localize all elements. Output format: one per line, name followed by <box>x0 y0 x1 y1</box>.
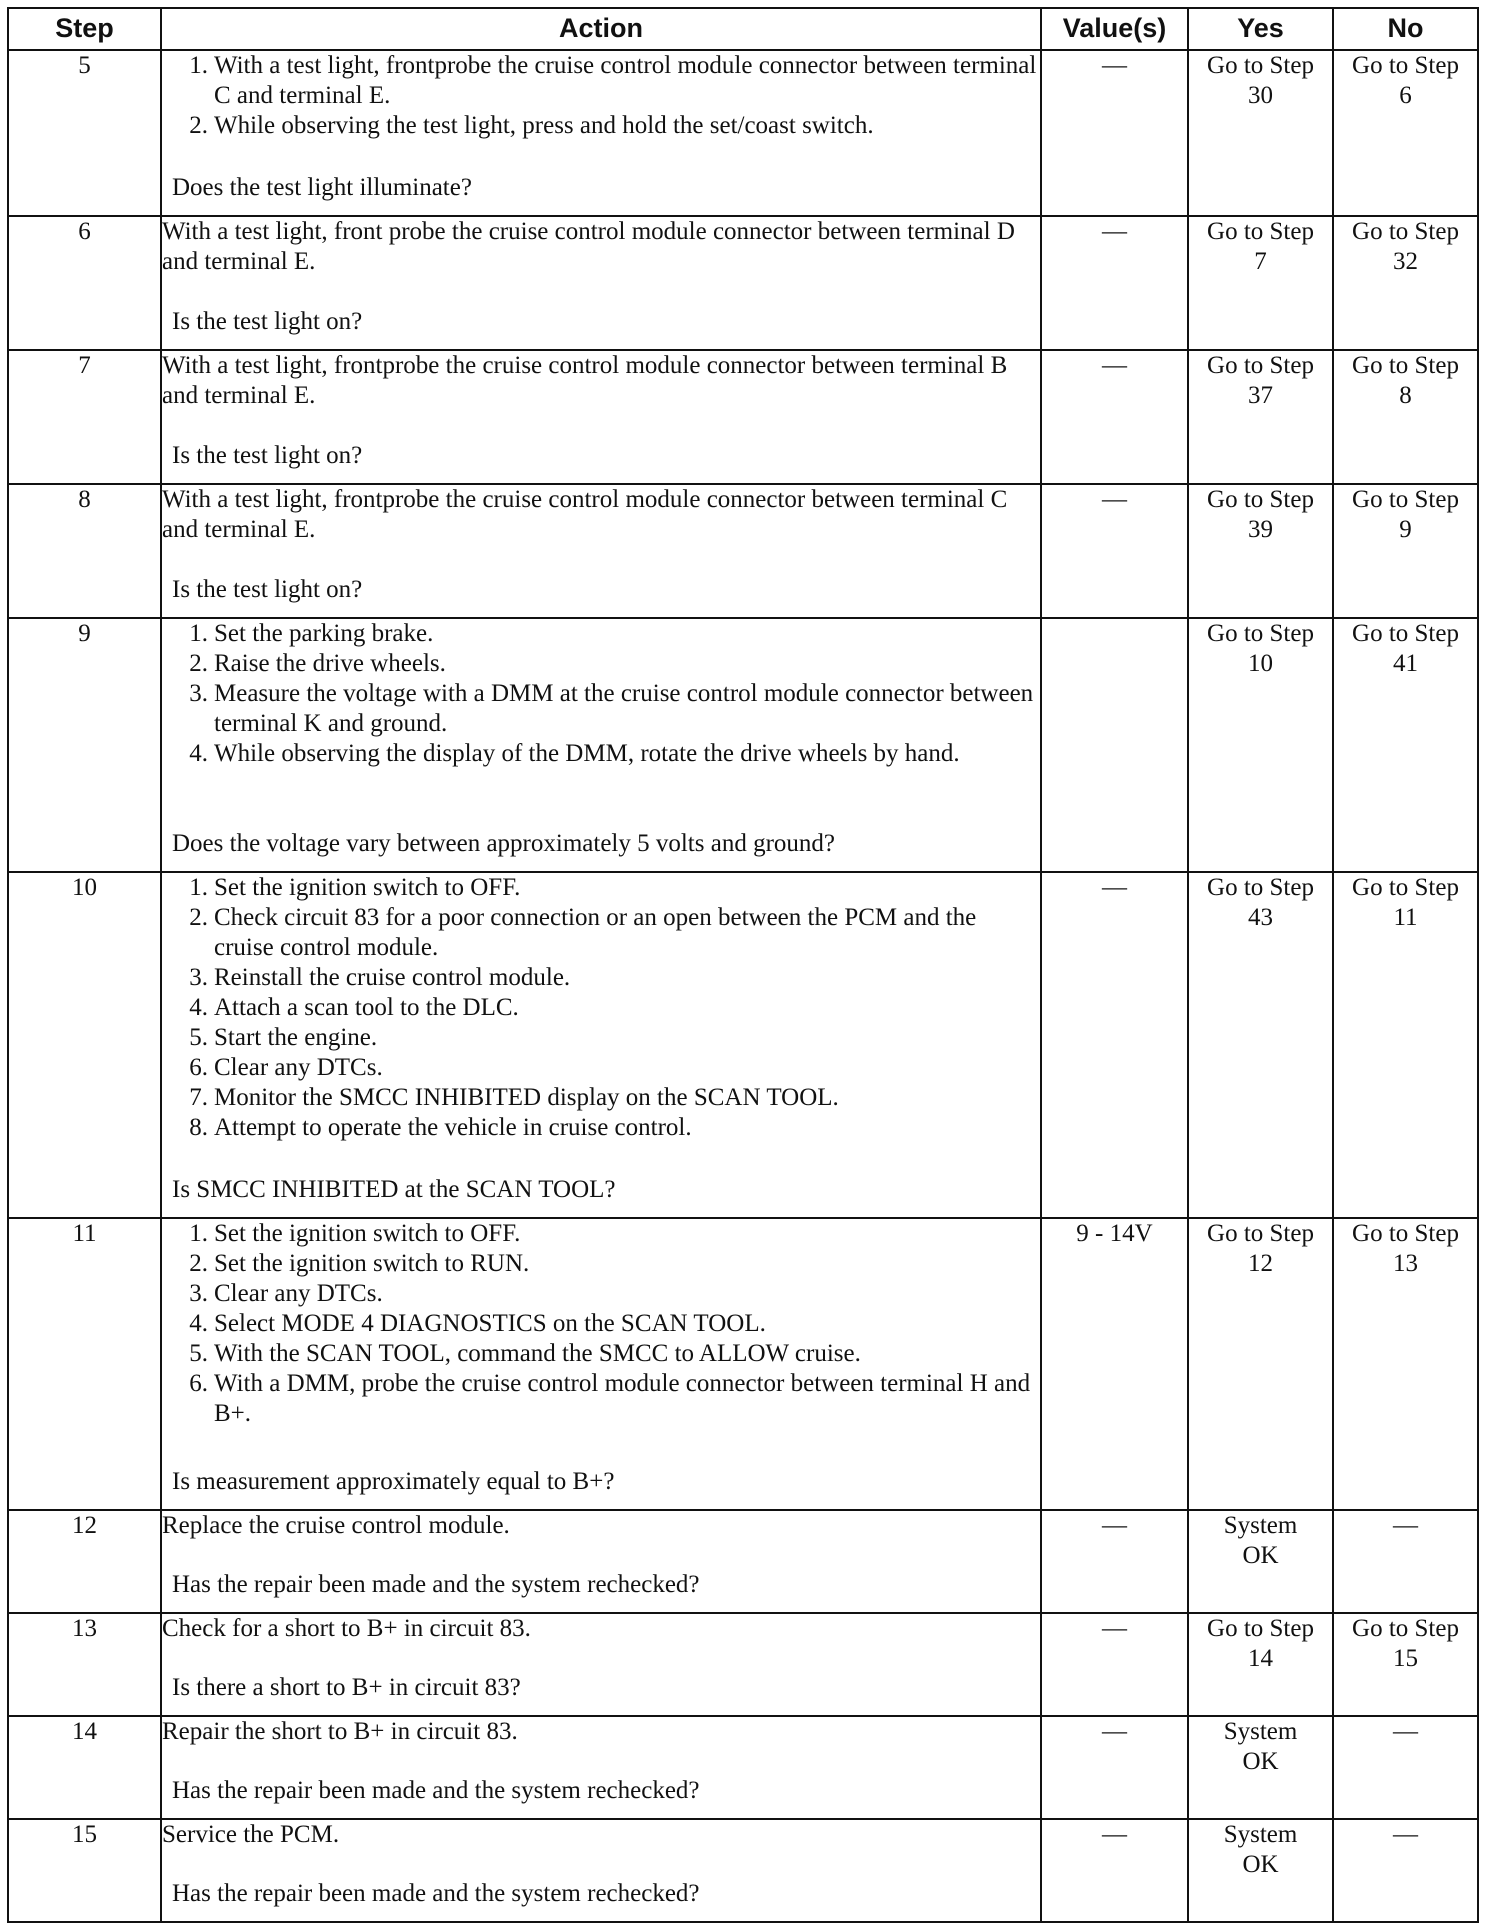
action-question: Does the voltage vary between approximately 5 volts and ground? <box>172 830 836 857</box>
table-row <box>8 1716 1478 1819</box>
action-step <box>162 1053 1040 1083</box>
action-step-number: 1. <box>189 52 208 79</box>
table-row <box>8 1613 1478 1716</box>
action-step-text: Attempt to operate the vehicle in cruise control. <box>214 1114 692 1141</box>
action-cell <box>161 1716 1041 1819</box>
step-number: 5 <box>8 50 161 216</box>
action-step-text: With a DMM, probe the cruise control module connector between terminal H and B+. <box>214 1370 1031 1427</box>
action-step-number: 4. <box>189 1310 208 1337</box>
value-cell <box>1041 618 1188 872</box>
table-row <box>8 872 1478 1218</box>
step-number: 12 <box>8 1510 161 1613</box>
header-yes: Yes <box>1188 8 1333 50</box>
action-step-number: 8. <box>189 1114 208 1141</box>
step-number: 13 <box>8 1613 161 1716</box>
action-step-number: 3. <box>189 964 208 991</box>
yes-cell: Go to Step 30 <box>1188 50 1333 216</box>
table-row <box>8 1218 1478 1510</box>
action-text: Replace the cruise control module. <box>162 1512 510 1539</box>
header-no: No <box>1333 8 1478 50</box>
action-question: Is SMCC INHIBITED at the SCAN TOOL? <box>172 1176 616 1203</box>
action-step-text: With a test light, frontprobe the cruise control module connector between terminal C and terminal E. <box>214 52 1037 109</box>
action-step <box>162 649 1040 679</box>
action-step-number: 3. <box>189 680 208 707</box>
no-cell: — <box>1333 1819 1478 1922</box>
step-number: 14 <box>8 1716 161 1819</box>
no-cell: Go to Step 8 <box>1333 350 1478 484</box>
action-step-text: Monitor the SMCC INHIBITED display on the SCAN TOOL. <box>214 1084 839 1111</box>
action-cell <box>161 1613 1041 1716</box>
value-cell: 9 - 14V <box>1041 1218 1188 1510</box>
action-question: Is the test light on? <box>172 576 363 603</box>
action-step-text: Select MODE 4 DIAGNOSTICS on the SCAN TOOL. <box>214 1310 766 1337</box>
action-step-number: 2. <box>189 1250 208 1277</box>
action-cell <box>161 350 1041 484</box>
action-text: Check for a short to B+ in circuit 83. <box>162 1615 531 1642</box>
value-cell: — <box>1041 484 1188 618</box>
yes-cell: System OK <box>1188 1819 1333 1922</box>
action-step-text: Set the ignition switch to RUN. <box>214 1250 530 1277</box>
no-cell: Go to Step 6 <box>1333 50 1478 216</box>
action-step-text: While observing the test light, press and hold the set/coast switch. <box>214 112 874 139</box>
action-step <box>162 1339 1040 1369</box>
action-step-number: 3. <box>189 1280 208 1307</box>
action-step <box>162 963 1040 993</box>
action-step <box>162 903 1040 963</box>
action-step-number: 2. <box>189 112 208 139</box>
action-step-number: 1. <box>189 1220 208 1247</box>
value-cell: — <box>1041 350 1188 484</box>
yes-cell: Go to Step 43 <box>1188 872 1333 1218</box>
action-step-text: Set the ignition switch to OFF. <box>214 874 521 901</box>
header-step: Step <box>8 8 161 50</box>
action-step <box>162 679 1040 739</box>
no-cell: Go to Step 32 <box>1333 216 1478 350</box>
step-number: 15 <box>8 1819 161 1922</box>
action-question: Is the test light on? <box>172 442 363 469</box>
no-cell: Go to Step 15 <box>1333 1613 1478 1716</box>
action-question: Has the repair been made and the system rechecked? <box>172 1571 700 1598</box>
table-row <box>8 618 1478 872</box>
no-cell: — <box>1333 1510 1478 1613</box>
step-number: 11 <box>8 1218 161 1510</box>
value-cell: — <box>1041 50 1188 216</box>
action-step-text: Clear any DTCs. <box>214 1280 383 1307</box>
value-cell: — <box>1041 1716 1188 1819</box>
action-text: With a test light, frontprobe the cruise control module connector between terminal C and terminal E. <box>162 486 1008 543</box>
value-cell: — <box>1041 872 1188 1218</box>
yes-cell: System OK <box>1188 1716 1333 1819</box>
step-number: 9 <box>8 618 161 872</box>
action-step <box>162 739 1040 769</box>
action-question: Is there a short to B+ in circuit 83? <box>172 1674 521 1701</box>
action-step-number: 7. <box>189 1084 208 1111</box>
action-cell <box>161 1819 1041 1922</box>
table-row <box>8 1510 1478 1613</box>
action-step-number: 5. <box>189 1340 208 1367</box>
action-question: Is measurement approximately equal to B+? <box>172 1468 615 1495</box>
action-step-number: 6. <box>189 1370 208 1397</box>
action-step-text: While observing the display of the DMM, rotate the drive wheels by hand. <box>214 740 960 767</box>
no-cell: Go to Step 11 <box>1333 872 1478 1218</box>
action-text: Repair the short to B+ in circuit 83. <box>162 1718 518 1745</box>
value-cell: — <box>1041 1510 1188 1613</box>
action-step-number: 5. <box>189 1024 208 1051</box>
table-row <box>8 1819 1478 1922</box>
action-step <box>162 619 1040 649</box>
action-step <box>162 1113 1040 1143</box>
action-step <box>162 1249 1040 1279</box>
action-step-number: 2. <box>189 650 208 677</box>
yes-cell: Go to Step 10 <box>1188 618 1333 872</box>
action-step <box>162 111 1040 141</box>
action-text: With a test light, frontprobe the cruise control module connector between terminal B and terminal E. <box>162 352 1008 409</box>
action-step <box>162 1279 1040 1309</box>
action-step-number: 4. <box>189 994 208 1021</box>
action-step-text: With the SCAN TOOL, command the SMCC to ALLOW cruise. <box>214 1340 861 1367</box>
action-step-number: 2. <box>189 904 208 931</box>
action-step-text: Reinstall the cruise control module. <box>214 964 571 991</box>
action-cell <box>161 1218 1041 1510</box>
action-question: Does the test light illuminate? <box>172 174 472 201</box>
yes-cell: Go to Step 37 <box>1188 350 1333 484</box>
no-cell: Go to Step 9 <box>1333 484 1478 618</box>
table-row <box>8 350 1478 484</box>
action-step-number: 1. <box>189 874 208 901</box>
action-cell <box>161 618 1041 872</box>
yes-cell: Go to Step 14 <box>1188 1613 1333 1716</box>
action-step-text: Set the ignition switch to OFF. <box>214 1220 521 1247</box>
action-step-number: 4. <box>189 740 208 767</box>
no-cell: — <box>1333 1716 1478 1819</box>
action-step-text: Attach a scan tool to the DLC. <box>214 994 519 1021</box>
action-step-text: Clear any DTCs. <box>214 1054 383 1081</box>
table-row <box>8 50 1478 216</box>
action-step-text: Start the engine. <box>214 1024 378 1051</box>
table-body <box>8 50 1478 1922</box>
action-cell <box>161 1510 1041 1613</box>
action-step-text: Raise the drive wheels. <box>214 650 446 677</box>
action-cell <box>161 484 1041 618</box>
action-step <box>162 1309 1040 1339</box>
step-number: 8 <box>8 484 161 618</box>
yes-cell: Go to Step 39 <box>1188 484 1333 618</box>
diagnostic-table <box>7 7 1479 1923</box>
header-action: Action <box>161 8 1041 50</box>
action-cell <box>161 50 1041 216</box>
table-row <box>8 484 1478 618</box>
action-cell <box>161 216 1041 350</box>
action-step-number: 1. <box>189 620 208 647</box>
value-cell: — <box>1041 216 1188 350</box>
action-step <box>162 1369 1040 1429</box>
action-step-text: Set the parking brake. <box>214 620 434 647</box>
yes-cell: Go to Step 7 <box>1188 216 1333 350</box>
step-number: 6 <box>8 216 161 350</box>
action-question: Has the repair been made and the system rechecked? <box>172 1880 700 1907</box>
action-step <box>162 873 1040 903</box>
action-step-text: Check circuit 83 for a poor connection or an open between the PCM and the cruise control module. <box>214 904 977 961</box>
action-step <box>162 51 1040 111</box>
header-values: Value(s) <box>1041 8 1188 50</box>
table-header-row <box>8 8 1478 50</box>
no-cell: Go to Step 41 <box>1333 618 1478 872</box>
action-question: Is the test light on? <box>172 308 363 335</box>
step-number: 10 <box>8 872 161 1218</box>
action-text: Service the PCM. <box>162 1821 340 1848</box>
no-cell: Go to Step 13 <box>1333 1218 1478 1510</box>
value-cell: — <box>1041 1819 1188 1922</box>
action-step <box>162 1083 1040 1113</box>
step-number: 7 <box>8 350 161 484</box>
action-text: With a test light, front probe the cruise control module connector between terminal D and terminal E. <box>162 218 1015 275</box>
action-step <box>162 1219 1040 1249</box>
action-step-number: 6. <box>189 1054 208 1081</box>
table-row <box>8 216 1478 350</box>
action-step <box>162 1023 1040 1053</box>
action-question: Has the repair been made and the system rechecked? <box>172 1777 700 1804</box>
action-step <box>162 993 1040 1023</box>
value-cell: — <box>1041 1613 1188 1716</box>
yes-cell: Go to Step 12 <box>1188 1218 1333 1510</box>
action-cell <box>161 872 1041 1218</box>
action-step-text: Measure the voltage with a DMM at the cruise control module connector between terminal K and ground. <box>214 680 1034 737</box>
yes-cell: System OK <box>1188 1510 1333 1613</box>
